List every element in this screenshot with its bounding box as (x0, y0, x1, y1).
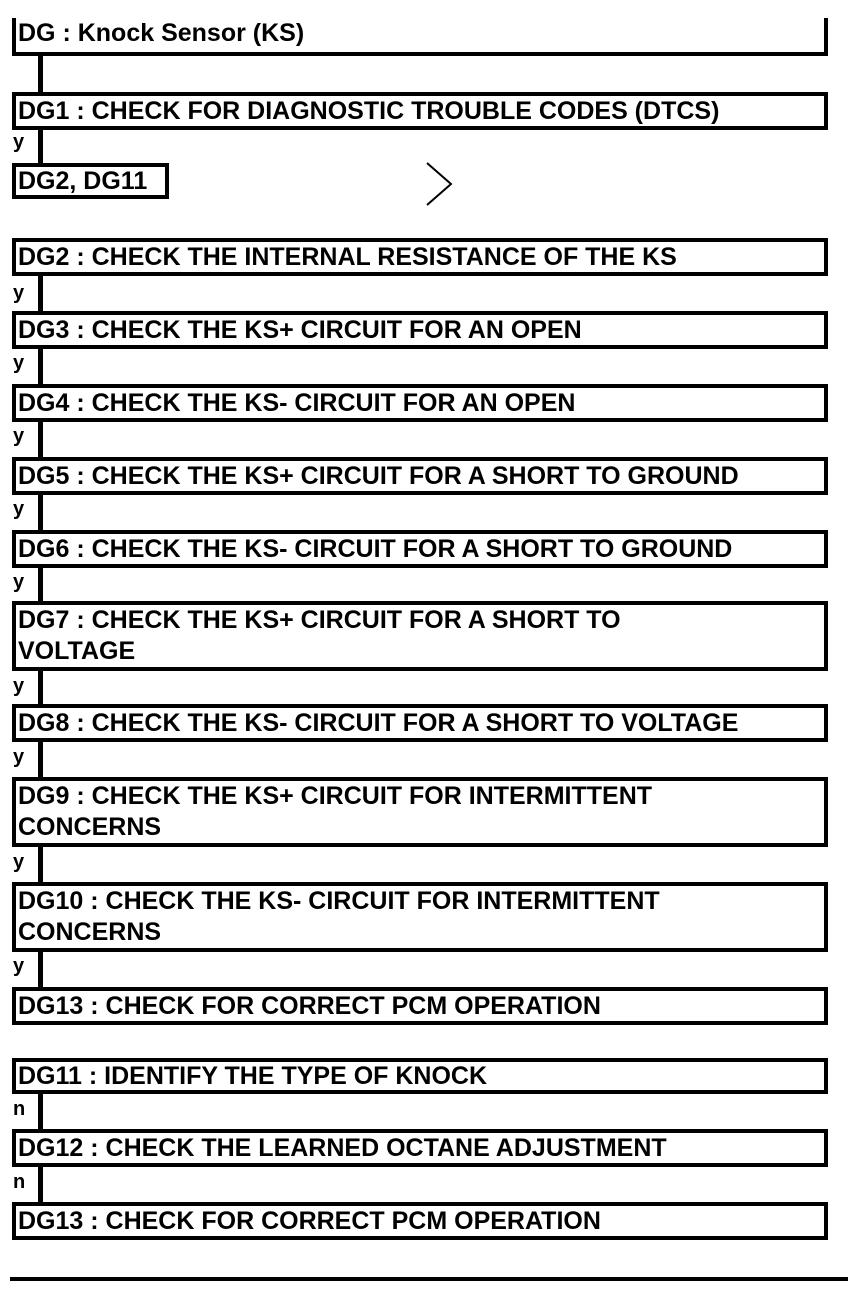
label-yes: y (13, 282, 25, 304)
label-yes: y (13, 131, 25, 153)
connector-dg5-dg6 (38, 495, 43, 531)
step-dg8 (12, 704, 828, 742)
step-dg13-b-text: DG13 : CHECK FOR CORRECT PCM OPERATION (18, 1207, 601, 1235)
step-dg6-text: DG6 : CHECK THE KS- CIRCUIT FOR A SHORT TO GROUND (18, 535, 733, 563)
title-text: DG : Knock Sensor (KS) (18, 19, 305, 47)
label-yes: y (13, 746, 25, 768)
step-dg12 (12, 1129, 828, 1167)
step-dg13-a (12, 987, 828, 1025)
step-dg13-b (12, 1202, 828, 1240)
chevron-right-icon (424, 160, 456, 208)
step-dg7 (12, 601, 828, 671)
label-yes: y (13, 955, 25, 977)
label-yes: y (13, 851, 25, 873)
label-no: n (13, 1171, 26, 1193)
result-dg2-dg11 (12, 163, 169, 199)
connector-dg6-dg7 (38, 568, 43, 602)
step-dg3-text: DG3 : CHECK THE KS+ CIRCUIT FOR AN OPEN (18, 316, 582, 344)
connector-dg3-dg4 (38, 349, 43, 385)
bottom-divider (10, 1277, 848, 1281)
connector-dg8-dg9 (38, 742, 43, 778)
label-no: n (13, 1098, 26, 1120)
label-yes: y (13, 571, 25, 593)
step-dg10-text: DG10 : CHECK THE KS- CIRCUIT FOR INTERMITTENT CONCERNS (18, 887, 660, 946)
connector-dg11-dg12 (38, 1094, 43, 1130)
step-dg5-text: DG5 : CHECK THE KS+ CIRCUIT FOR A SHORT TO GROUND (18, 462, 739, 490)
step-dg4 (12, 384, 828, 422)
connector-title-dg1 (38, 56, 43, 92)
step-dg11 (12, 1058, 828, 1094)
diagram-title (12, 18, 828, 56)
connector-dg1-result (38, 130, 43, 164)
step-dg7-text: DG7 : CHECK THE KS+ CIRCUIT FOR A SHORT TO VOLTAGE (18, 606, 621, 665)
connector-dg9-dg10 (38, 847, 43, 883)
label-yes: y (13, 352, 25, 374)
connector-dg7-dg8 (38, 671, 43, 705)
label-yes: y (13, 675, 25, 697)
connector-dg4-dg5 (38, 422, 43, 458)
step-dg6 (12, 530, 828, 568)
label-yes: y (13, 425, 25, 447)
step-dg2-text: DG2 : CHECK THE INTERNAL RESISTANCE OF THE KS (18, 243, 677, 271)
label-yes: y (13, 498, 25, 520)
step-dg9-text: DG9 : CHECK THE KS+ CIRCUIT FOR INTERMITTENT CONCERNS (18, 782, 653, 841)
result-text: DG2, DG11 (18, 167, 148, 195)
step-dg11-text: DG11 : IDENTIFY THE TYPE OF KNOCK (18, 1062, 488, 1090)
step-dg9 (12, 777, 828, 847)
step-dg2 (12, 238, 828, 276)
step-dg3 (12, 311, 828, 349)
connector-dg12-dg13 (38, 1167, 43, 1203)
step-dg12-text: DG12 : CHECK THE LEARNED OCTANE ADJUSTMENT (18, 1134, 667, 1162)
step-dg4-text: DG4 : CHECK THE KS- CIRCUIT FOR AN OPEN (18, 389, 576, 417)
step-dg10 (12, 882, 828, 952)
connector-dg10-dg13 (38, 952, 43, 988)
step-dg13-a-text: DG13 : CHECK FOR CORRECT PCM OPERATION (18, 992, 601, 1020)
step-dg1-text: DG1 : CHECK FOR DIAGNOSTIC TROUBLE CODES (DTCS) (18, 97, 720, 125)
step-dg8-text: DG8 : CHECK THE KS- CIRCUIT FOR A SHORT TO VOLTAGE (18, 709, 739, 737)
connector-dg2-dg3 (38, 276, 43, 312)
step-dg1 (12, 92, 828, 130)
step-dg5 (12, 457, 828, 495)
